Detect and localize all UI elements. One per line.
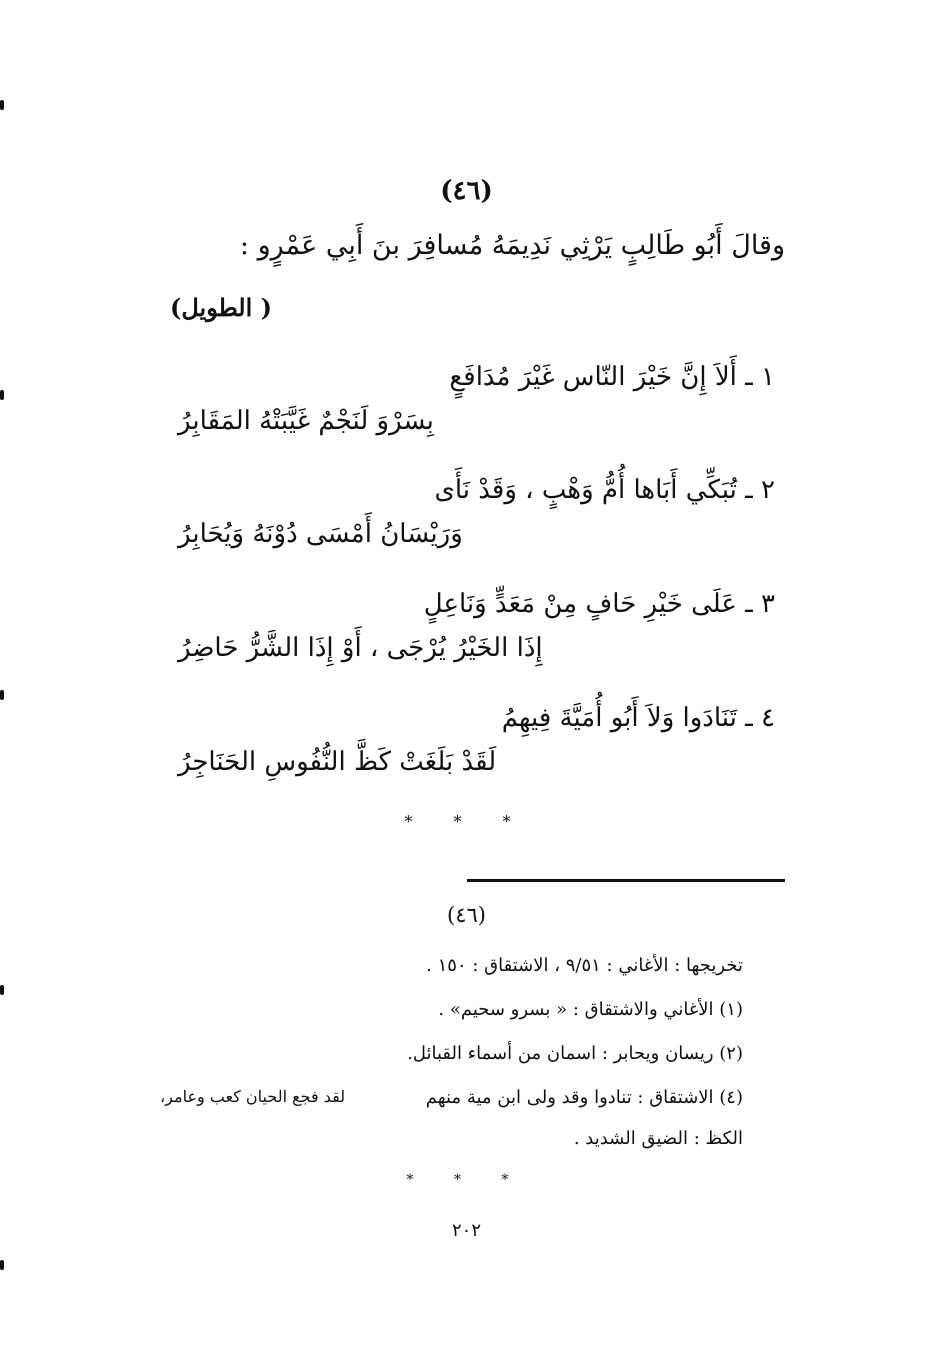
scan-edge-mark xyxy=(0,390,4,400)
verse-4-second-hemistich: لَقَدْ بَلَغَتْ كَظَّ النُّفُوسِ الحَنَاجِرُ xyxy=(178,747,497,777)
scan-edge-mark xyxy=(0,985,4,995)
verse-2-second-hemistich: وَرَيْسَانُ أَمْسَى دُوْنَهُ وَيُحَابِرُ xyxy=(178,519,463,549)
footnote-4: (٤) الاشتقاق : تنادوا وقد ولى ابن مية منهم xyxy=(425,1087,743,1108)
scan-edge-mark xyxy=(0,690,4,700)
verse-3-first-hemistich: ٣ ـ عَلَى خَيْرِ حَافٍ مِنْ مَعَدٍّ وَنَاعِلٍ xyxy=(423,589,775,619)
page-number: ٢٠٢ xyxy=(451,1220,481,1241)
footnote-number: (٤٦) xyxy=(447,903,486,927)
footnote-2: (٢) ريسان ويحابر : اسمان من أسماء القبائل. xyxy=(407,1043,743,1064)
footnote-takhrij: تخريجها : الأغاني : ٩/٥١ ، الاشتقاق : ١٥٠ . xyxy=(426,955,743,976)
verse-3-second-hemistich: إِذَا الخَيْرُ يُرْجَى ، أَوْ إِذَا الشَّرُّ حَاضِرُ xyxy=(178,633,543,663)
footnote-divider xyxy=(467,879,785,882)
scan-edge-mark xyxy=(0,100,4,110)
verse-2-first-hemistich: ٢ ـ تُبَكِّي أَبَاها أُمُّ وَهْبٍ ، وَقَدْ نَأَى xyxy=(434,475,775,505)
scan-edge-mark xyxy=(0,1260,4,1270)
footnote-separator: * * * xyxy=(406,1172,527,1188)
verse-1-second-hemistich: بِسَرْوَ لَنَجْمٌ غَيَّبَتْهُ المَقَابِرُ xyxy=(178,406,434,436)
poem-number: (٤٦) xyxy=(440,176,493,206)
section-separator: * * * xyxy=(404,812,529,831)
poem-intro: وقالَ أَبُو طَالِبٍ يَرْثِي نَدِيمَهُ مُسافِرَ بنَ أَبِي عَمْرٍو : xyxy=(239,230,785,261)
poem-meter: ( الطويل) xyxy=(170,293,272,322)
footnote-definition: الكظ : الضيق الشديد . xyxy=(573,1128,743,1149)
footnote-4-continuation: لقد فجع الحيان كعب وعامر، xyxy=(160,1087,346,1106)
footnote-1: (١) الأغاني والاشتقاق : « بسرو سحيم» . xyxy=(438,999,743,1020)
verse-4-first-hemistich: ٤ ـ تَنَادَوا وَلاَ أَبُو أُمَيَّةَ فِيهِمُ xyxy=(501,703,775,733)
verse-1-first-hemistich: ١ ـ أَلاَ إِنَّ خَيْرَ النّاس غَيْرَ مُدَافَعٍ xyxy=(449,362,775,392)
